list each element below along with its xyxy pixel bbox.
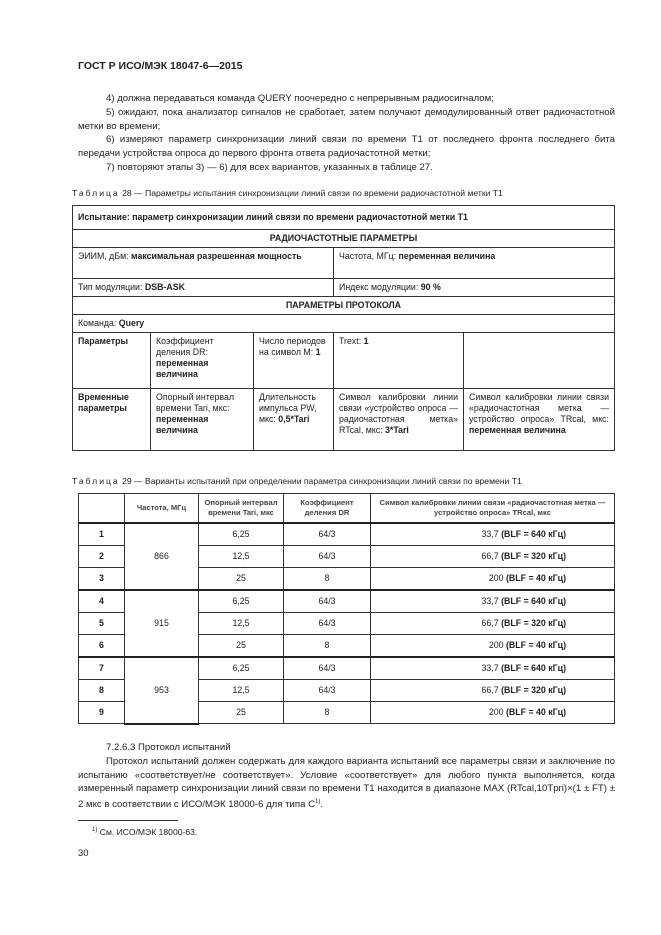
trcal-cell: 200 (BLF = 40 кГц) xyxy=(371,702,615,724)
tari-cell: Опорный интервал времени Tari, мкс: переменная величина xyxy=(151,389,254,451)
caption-text: 29 — Варианты испытаний при определении параметра синхронизации линий связи по времени T1 xyxy=(122,476,522,486)
header-dr: Коэффициент деления DR xyxy=(284,494,371,524)
variant-number: 2 xyxy=(79,546,125,568)
dr-cell: 64/3 xyxy=(284,613,371,635)
table-29 xyxy=(78,493,615,725)
trcal-cell: 33,7 (BLF = 640 кГц) xyxy=(371,590,615,613)
test-title: Испытание: параметр синхронизации линий связи по времени радиочастотной метки T1 xyxy=(73,206,615,230)
document-header: ГОСТ Р ИСО/МЭК 18047-6—2015 xyxy=(78,60,243,72)
caption-prefix: Таблица xyxy=(72,476,120,486)
dr-cell: 64/3 xyxy=(284,657,371,680)
trcal-cell: 33,7 (BLF = 640 кГц) xyxy=(371,657,615,680)
tari-cell: 12,5 xyxy=(199,613,284,635)
trcal-cell: 200 (BLF = 40 кГц) xyxy=(371,635,615,658)
table28-caption xyxy=(72,188,503,198)
tari-cell: 25 xyxy=(199,635,284,658)
footnote: $^{1)}$ См. ИСО/МЭК 18000-63. xyxy=(92,827,198,837)
command-cell: Команда: Query xyxy=(73,315,615,333)
dr-cell: 8 xyxy=(284,568,371,591)
frequency-cell: 953 xyxy=(125,657,199,724)
step-6: 6) измеряют параметр синхронизации линий связи по времени T1 от последнего фронта последнего бита передачи устройства опроса до первого фронта ответа радиочастотной метки; xyxy=(78,134,615,159)
step-4: 4) должна передаваться команда QUERY поочередно с непрерывным радиосигналом; xyxy=(106,93,494,104)
empty-cell xyxy=(464,333,615,389)
header-freq: Частота, МГц xyxy=(125,494,199,524)
page-number: 30 xyxy=(78,848,89,859)
trcal-cell: 33,7 (BLF = 640 кГц) xyxy=(371,523,615,546)
dr-cell: Коэффициент деления DR: переменная величина xyxy=(151,333,254,389)
trcal-cell: 66,7 (BLF = 320 кГц) xyxy=(371,613,615,635)
m-cell: Число периодов на символ M: 1 xyxy=(254,333,334,389)
section-heading: 7.2.6.3 Протокол испытаний xyxy=(106,742,231,753)
trcal-cell: Символ калибровки линии связи «радиочастотная метка — устройство опроса» TRcal, мкс: переменная величина xyxy=(464,389,615,451)
header-trcal: Символ калибровки линии связи «радиочастотная метка — устройство опроса» TRcal, мкс xyxy=(371,494,615,524)
pw-cell: Длительность импульса PW, мкс: 0,5*Tari xyxy=(254,389,334,451)
trcal-cell: 66,7 (BLF = 320 кГц) xyxy=(371,546,615,568)
header-num xyxy=(79,494,125,524)
tari-cell: 12,5 xyxy=(199,680,284,702)
table-row xyxy=(79,657,615,680)
variant-number: 4 xyxy=(79,590,125,613)
variant-number: 3 xyxy=(79,568,125,591)
rtcal-cell: Символ калибровки линии связи «устройство опроса — радиочастотная метка» RTcal, мкс: 3*Tari xyxy=(334,389,464,451)
table29-caption xyxy=(72,476,522,486)
frequency-cell: 915 xyxy=(125,590,199,657)
section-text: Протокол испытаний должен содержать для каждого варианта испытаний все параметры связи и заключение по испытанию «соответствует/не соответствует». Условие «соответствует» для любого пункта выполняется, когда измеренный параметр синхронизации линий связи по времени T1 находится в диапазоне MAX (RTcal,10Tpri)×(1 ± FT) ± 2 мкс в соответствии с ИСО/МЭК 18000-6 для типа $C^{1)}$. xyxy=(78,756,615,810)
table-28 xyxy=(72,205,615,451)
step-7: 7) повторяют этапы 3) — 6) для всех вариантов, указанных в таблице 27. xyxy=(106,162,433,173)
dr-cell: 8 xyxy=(284,635,371,658)
caption-prefix: Таблица xyxy=(72,188,120,198)
trcal-cell: 66,7 (BLF = 320 кГц) xyxy=(371,680,615,702)
dr-cell: 64/3 xyxy=(284,590,371,613)
protocol-header: ПАРАМЕТРЫ ПРОТОКОЛА xyxy=(73,297,615,315)
caption-text: 28 — Параметры испытания синхронизации линий связи по времени радиочастотной метки T1 xyxy=(122,188,503,198)
tari-cell: 6,25 xyxy=(199,657,284,680)
trext-cell: Trext: 1 xyxy=(334,333,464,389)
tari-cell: 6,25 xyxy=(199,590,284,613)
tari-cell: 6,25 xyxy=(199,523,284,546)
timing-label: Временные параметры xyxy=(73,389,151,451)
trcal-cell: 200 (BLF = 40 кГц) xyxy=(371,568,615,591)
params-label: Параметры xyxy=(73,333,151,389)
step-5: 5) ожидают, пока анализатор сигналов не сработает, затем получают демодулированный ответ радиочастотной метки во времени; xyxy=(78,107,615,132)
eirp-cell: ЭИИМ, дБм: максимальная разрешенная мощность xyxy=(73,248,334,279)
dr-cell: 64/3 xyxy=(284,523,371,546)
modulation-cell: Тип модуляции: DSB-ASK xyxy=(73,279,334,297)
rf-header: РАДИОЧАСТОТНЫЕ ПАРАМЕТРЫ xyxy=(73,230,615,248)
variant-number: 8 xyxy=(79,680,125,702)
tari-cell: 25 xyxy=(199,702,284,724)
variant-number: 1 xyxy=(79,523,125,546)
dr-cell: 8 xyxy=(284,702,371,724)
table-row xyxy=(79,523,615,546)
modulation-index-cell: Индекс модуляции: 90 % xyxy=(334,279,615,297)
variant-number: 9 xyxy=(79,702,125,724)
dr-cell: 64/3 xyxy=(284,680,371,702)
footnote-divider xyxy=(78,820,178,821)
freq-cell: Частота, МГц: переменная величина xyxy=(334,248,615,279)
variant-number: 7 xyxy=(79,657,125,680)
variant-number: 6 xyxy=(79,635,125,658)
table-row xyxy=(79,590,615,613)
dr-cell: 64/3 xyxy=(284,546,371,568)
tari-cell: 25 xyxy=(199,568,284,591)
tari-cell: 12,5 xyxy=(199,546,284,568)
header-tari: Опорный интервал времени Tari, мкс xyxy=(199,494,284,524)
variant-number: 5 xyxy=(79,613,125,635)
frequency-cell: 866 xyxy=(125,523,199,590)
